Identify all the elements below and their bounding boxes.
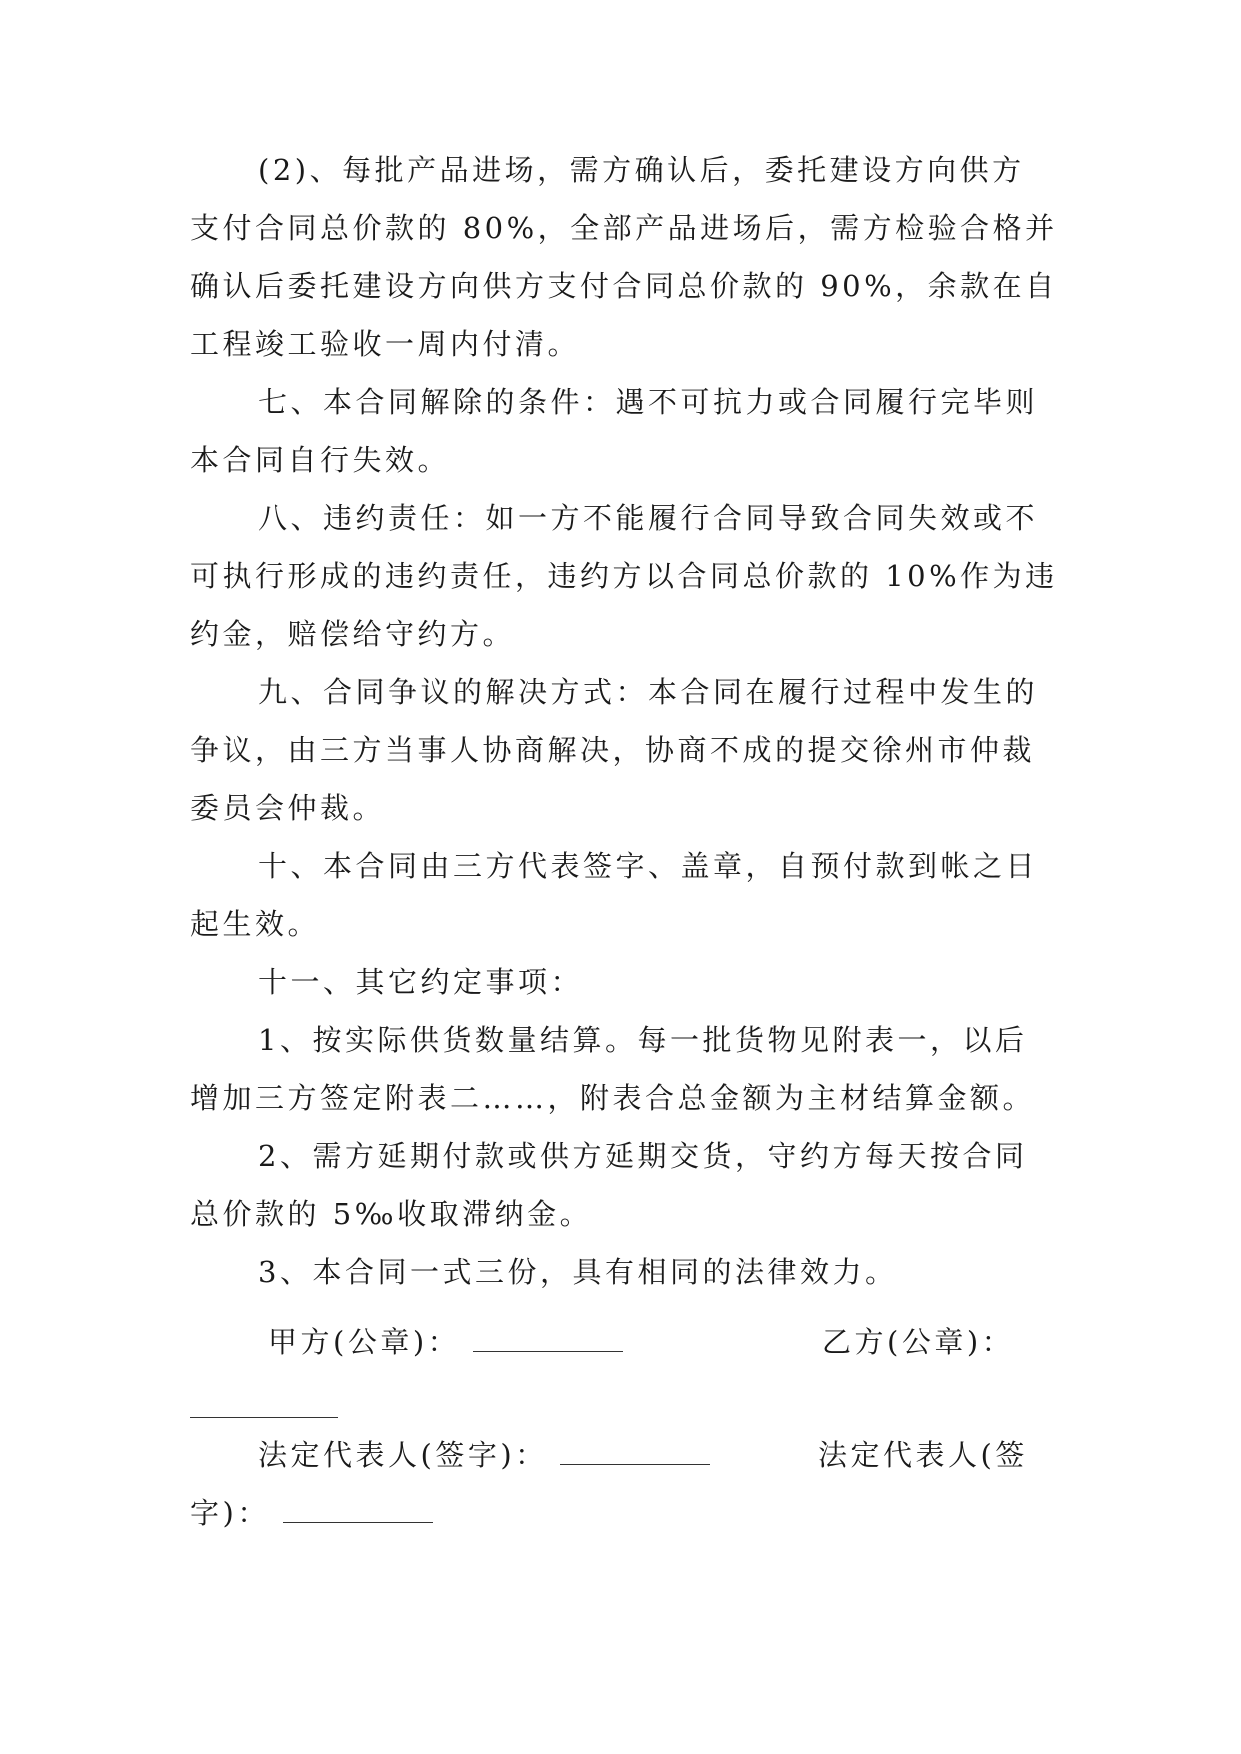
paragraph-line: 增加三方签定附表二……，附表合总金额为主材结算金额。 [190, 1081, 1036, 1115]
paragraph-line: 八、违约责任：如一方不能履行合同导致合同失效或不 [258, 501, 1039, 535]
party-a-seal-label: 甲方(公章)： [268, 1325, 461, 1359]
paragraph-line: 本合同自行失效。 [190, 443, 451, 477]
paragraph-line: 2、需方延期付款或供方延期交货，守约方每天按合同 [258, 1139, 1028, 1173]
legal-rep-b [818, 1435, 1028, 1475]
party-a-seal [268, 1322, 623, 1362]
legal-rep-b-label: 法定代表人(签 [818, 1438, 1028, 1472]
paragraph-line: 1、按实际供货数量结算。每一批货物见附表一，以后 [258, 1023, 1028, 1057]
paragraph-line: 十、本合同由三方代表签字、盖章，自预付款到帐之日 [258, 849, 1039, 883]
paragraph-line: 委员会仲裁。 [190, 791, 386, 825]
paragraph-line: 七、本合同解除的条件：遇不可抗力或合同履行完毕则 [258, 385, 1039, 419]
paragraph-line: 可执行形成的违约责任，违约方以合同总价款的 10%作为违 [190, 559, 1058, 593]
legal-rep-a-label: 法定代表人(签字)： [258, 1438, 548, 1472]
legal-rep-b-label-cont: 字)： [190, 1496, 270, 1530]
paragraph-line: 约金，赔偿给守约方。 [190, 617, 516, 651]
paragraph-line: 工程竣工验收一周内付清。 [190, 327, 581, 361]
paragraph-line: 九、合同争议的解决方式：本合同在履行过程中发生的 [258, 675, 1039, 709]
legal-rep-b-blank[interactable] [283, 1494, 433, 1523]
legal-rep-a [258, 1435, 710, 1475]
paragraph-line: (2)、每批产品进场，需方确认后，委托建设方向供方 [258, 153, 1025, 187]
party-b-seal-blank[interactable] [190, 1417, 338, 1418]
paragraph-line: 3、本合同一式三份，具有相同的法律效力。 [258, 1255, 898, 1289]
party-b-seal-label: 乙方(公章)： [822, 1325, 1015, 1359]
legal-rep-b-continued [190, 1493, 433, 1533]
paragraph-line: 确认后委托建设方向供方支付合同总价款的 90%，余款在自 [190, 269, 1058, 303]
paragraph-line: 十一、其它约定事项： [258, 965, 584, 999]
party-b-seal [822, 1322, 1014, 1362]
legal-rep-a-blank[interactable] [560, 1436, 710, 1465]
paragraph-line: 争议，由三方当事人协商解决，协商不成的提交徐州市仲裁 [190, 733, 1036, 767]
party-a-seal-blank[interactable] [473, 1323, 623, 1352]
paragraph-line: 支付合同总价款的 80%，全部产品进场后，需方检验合格并 [190, 211, 1058, 245]
paragraph-line: 起生效。 [190, 907, 321, 941]
paragraph-line: 总价款的 5‰收取滞纳金。 [190, 1197, 593, 1231]
